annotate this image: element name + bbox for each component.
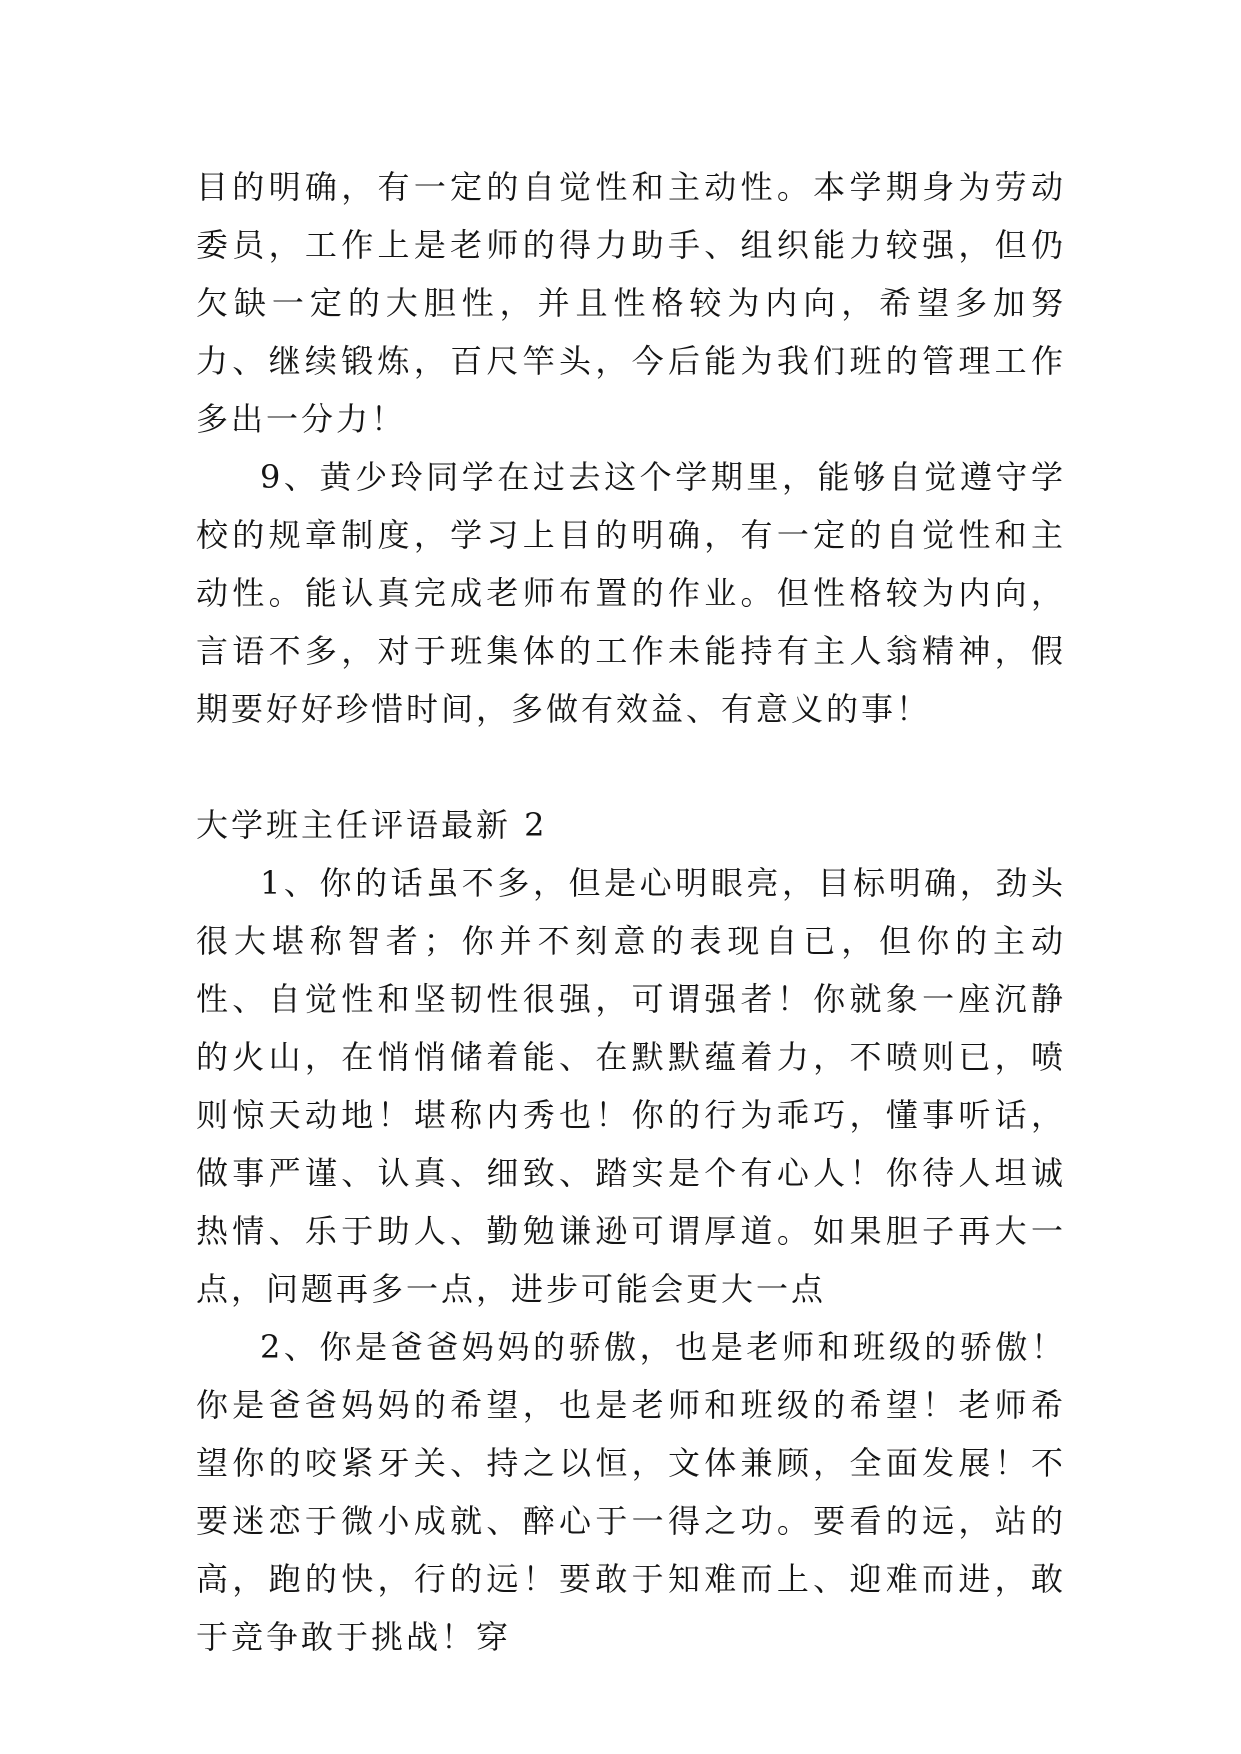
- comment-item-9: 9、黄少玲同学在过去这个学期里，能够自觉遵守学校的规章制度，学习上目的明确，有一定的自觉性和主动性。能认真完成老师布置的作业。但性格较为内向，言语不多，对于班集体的工作未能持有主人翁精神，假期要好好珍惜时间，多做有效益、有意义的事！: [196, 458, 1066, 728]
- section-spacer: [196, 738, 1066, 796]
- comment-item-2: 2、你是爸爸妈妈的骄傲，也是老师和班级的骄傲！你是爸爸妈妈的希望，也是老师和班级的希望！老师希望你的咬紧牙关、持之以恒，文体兼顾，全面发展！不要迷恋于微小成就、醉心于一得之功。要看的远，站的高，跑的快，行的远！要敢于知难而上、迎难而进，敢于竞争敢于挑战！穿: [196, 1328, 1066, 1656]
- section-title: 大学班主任评语最新 2: [196, 806, 548, 844]
- document-body: [196, 158, 1066, 1666]
- comment-item-1: 1、你的话虽不多，但是心明眼亮，目标明确，劲头很大堪称智者；你并不刻意的表现自已，但你的主动性、自觉性和坚韧性很强，可谓强者！你就象一座沉静的火山，在悄悄储着能、在默默蕴着力，不喷则已，喷则惊天动地！堪称内秀也！你的行为乖巧，懂事听话，做事严谨、认真、细致、踏实是个有心人！你待人坦诚热情、乐于助人、勤勉谦逊可谓厚道。如果胆子再大一点，问题再多一点，进步可能会更大一点: [196, 864, 1066, 1308]
- continuation-paragraph: 目的明确，有一定的自觉性和主动性。本学期身为劳动委员，工作上是老师的得力助手、组织能力较强，但仍欠缺一定的大胆性，并且性格较为内向，希望多加努力、继续锻炼，百尺竿头，今后能为我们班的管理工作多出一分力！: [196, 168, 1066, 438]
